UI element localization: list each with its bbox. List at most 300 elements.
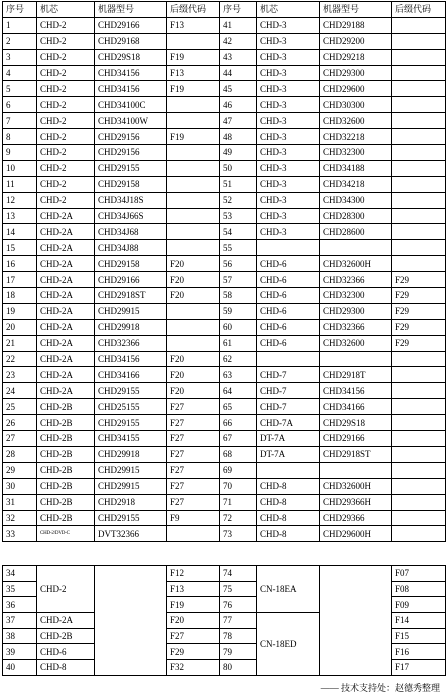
table-cell: CHD34166 bbox=[320, 399, 392, 415]
table-cell: CN-18EA bbox=[257, 566, 320, 613]
table-cell: CHD32366 bbox=[320, 272, 392, 288]
table-cell bbox=[392, 49, 446, 65]
table-cell: F19 bbox=[167, 597, 220, 613]
table-cell: CHD-2 bbox=[37, 17, 95, 33]
table-cell: 46 bbox=[220, 97, 257, 113]
table-cell: 45 bbox=[220, 81, 257, 97]
table-cell: CHD-3 bbox=[257, 49, 320, 65]
table-cell: CHD34J88 bbox=[95, 240, 167, 256]
table-cell: 37 bbox=[3, 613, 37, 629]
table-cell: 49 bbox=[220, 145, 257, 161]
table-cell: 47 bbox=[220, 113, 257, 129]
table-cell: CHD-6 bbox=[257, 319, 320, 335]
table-cell: CHD29155 bbox=[95, 510, 167, 526]
table-cell: CHD-6 bbox=[37, 644, 95, 660]
table-cell: 31 bbox=[3, 494, 37, 510]
table-cell: F13 bbox=[167, 65, 220, 81]
table-cell: F09 bbox=[392, 597, 446, 613]
table-cell bbox=[320, 462, 392, 478]
table-cell: CHD29155 bbox=[95, 415, 167, 431]
table-cell: CHD-8 bbox=[257, 494, 320, 510]
table-cell bbox=[257, 462, 320, 478]
model-table bbox=[2, 1, 446, 542]
table-cell: CHD29155 bbox=[95, 383, 167, 399]
column-header: 后缀代码 bbox=[167, 2, 220, 18]
table-cell bbox=[392, 113, 446, 129]
table-cell: CHD-2A bbox=[37, 351, 95, 367]
table-cell: 64 bbox=[220, 383, 257, 399]
table-cell: CHD29600H bbox=[320, 526, 392, 542]
table-cell: CHD2918T bbox=[320, 367, 392, 383]
table-cell: CHD32366 bbox=[95, 335, 167, 351]
table-cell bbox=[167, 113, 220, 129]
table-cell: CHD29600 bbox=[320, 81, 392, 97]
table-cell: CHD-2B bbox=[37, 628, 95, 644]
table-cell: CHD-2A bbox=[37, 335, 95, 351]
column-header: 序号 bbox=[220, 2, 257, 18]
table-cell: 53 bbox=[220, 208, 257, 224]
table-cell: CHD30300 bbox=[320, 97, 392, 113]
table-row bbox=[3, 288, 446, 304]
table-cell: CHD-2B bbox=[37, 478, 95, 494]
table-cell: 67 bbox=[220, 431, 257, 447]
table-cell: F17 bbox=[392, 660, 446, 676]
table-cell bbox=[392, 176, 446, 192]
table-cell bbox=[320, 240, 392, 256]
table-cell: CHD-2B bbox=[37, 399, 95, 415]
table-cell: CHD34218 bbox=[320, 176, 392, 192]
table-cell bbox=[257, 240, 320, 256]
table-cell: CHD-3 bbox=[257, 160, 320, 176]
table-cell: CHD34100W bbox=[95, 113, 167, 129]
table-cell: F15 bbox=[392, 628, 446, 644]
table-cell: CHD-3 bbox=[257, 192, 320, 208]
table-cell: 22 bbox=[3, 351, 37, 367]
table-row bbox=[3, 462, 446, 478]
table-row bbox=[3, 97, 446, 113]
table-cell bbox=[167, 160, 220, 176]
table-cell: CHD-2A bbox=[37, 256, 95, 272]
table-cell bbox=[167, 145, 220, 161]
table-cell: 20 bbox=[3, 319, 37, 335]
table-row bbox=[3, 367, 446, 383]
table-cell: F14 bbox=[392, 613, 446, 629]
table-row bbox=[3, 145, 446, 161]
table-cell: F29 bbox=[392, 288, 446, 304]
suffix-table bbox=[2, 565, 446, 676]
table-row bbox=[3, 303, 446, 319]
table-cell: 32 bbox=[3, 510, 37, 526]
table-cell: CHD-7 bbox=[257, 399, 320, 415]
table-cell: F20 bbox=[167, 272, 220, 288]
table-cell: CHD25155 bbox=[95, 399, 167, 415]
table-cell: CHD28300 bbox=[320, 208, 392, 224]
table-cell: CHD34156 bbox=[320, 383, 392, 399]
table-cell: CHD32300 bbox=[320, 288, 392, 304]
table-cell: CHD29158 bbox=[95, 176, 167, 192]
table-row bbox=[3, 319, 446, 335]
header-row bbox=[3, 2, 446, 18]
table-cell: 78 bbox=[220, 628, 257, 644]
table-cell: CHD29158 bbox=[95, 256, 167, 272]
table-row bbox=[3, 17, 446, 33]
table-cell: CHD29156 bbox=[95, 129, 167, 145]
table-cell: 42 bbox=[220, 33, 257, 49]
table-cell bbox=[392, 351, 446, 367]
table-row bbox=[3, 160, 446, 176]
table-row bbox=[3, 446, 446, 462]
table-row bbox=[3, 526, 446, 542]
table-cell: F29 bbox=[392, 272, 446, 288]
table-cell: 75 bbox=[220, 581, 257, 597]
table-row bbox=[3, 240, 446, 256]
table-cell: 70 bbox=[220, 478, 257, 494]
table-row bbox=[3, 176, 446, 192]
table-cell: 68 bbox=[220, 446, 257, 462]
table-row bbox=[3, 208, 446, 224]
table-cell: CHD-2A bbox=[37, 208, 95, 224]
table-cell: CHD-2B bbox=[37, 446, 95, 462]
table-cell: F19 bbox=[167, 129, 220, 145]
table-cell: 2 bbox=[3, 33, 37, 49]
table-cell: CHD29915 bbox=[95, 478, 167, 494]
table-cell: 21 bbox=[3, 335, 37, 351]
table-cell: 58 bbox=[220, 288, 257, 304]
table-cell: 72 bbox=[220, 510, 257, 526]
table-cell: 15 bbox=[3, 240, 37, 256]
table-cell: CHD-3 bbox=[257, 129, 320, 145]
table-cell bbox=[392, 446, 446, 462]
table-cell: CHD34100C bbox=[95, 97, 167, 113]
table-cell: CHD-2 bbox=[37, 49, 95, 65]
table-cell: CHD29156 bbox=[95, 145, 167, 161]
table-cell: 26 bbox=[3, 415, 37, 431]
table-cell: CHD-6 bbox=[257, 256, 320, 272]
table-cell: CN-18ED bbox=[257, 613, 320, 676]
table-cell: CHD34166 bbox=[95, 367, 167, 383]
table-cell: CHD29168 bbox=[95, 33, 167, 49]
table-cell: CHD-2B bbox=[37, 462, 95, 478]
table-cell bbox=[167, 335, 220, 351]
table-cell: CHD-2A bbox=[37, 272, 95, 288]
table-cell: 9 bbox=[3, 145, 37, 161]
table-cell: 39 bbox=[3, 644, 37, 660]
table-cell: CHD-2 bbox=[37, 113, 95, 129]
table-row bbox=[3, 431, 446, 447]
table-cell: CHD-6 bbox=[257, 335, 320, 351]
table-cell: CHD-2 bbox=[37, 176, 95, 192]
table-cell: CHD-2 bbox=[37, 145, 95, 161]
table-cell: CHD29366 bbox=[320, 510, 392, 526]
table-cell: F20 bbox=[167, 288, 220, 304]
table-cell: CHD29200 bbox=[320, 33, 392, 49]
table-cell: DVT32366 bbox=[95, 526, 167, 542]
table-cell: CHD-3 bbox=[257, 65, 320, 81]
table-cell: 59 bbox=[220, 303, 257, 319]
table-cell: 8 bbox=[3, 129, 37, 145]
table-cell: 48 bbox=[220, 129, 257, 145]
table-cell: CHD-7 bbox=[257, 383, 320, 399]
table-cell: F27 bbox=[167, 478, 220, 494]
table-cell: CHD32366 bbox=[320, 319, 392, 335]
table-cell bbox=[392, 224, 446, 240]
table-cell bbox=[392, 367, 446, 383]
table-cell: CHD-2/DVD-C bbox=[37, 526, 95, 542]
table-cell: F13 bbox=[167, 17, 220, 33]
table-cell bbox=[392, 240, 446, 256]
table-cell: 80 bbox=[220, 660, 257, 676]
table-cell: 65 bbox=[220, 399, 257, 415]
table-row bbox=[3, 49, 446, 65]
table-cell: 73 bbox=[220, 526, 257, 542]
table-cell bbox=[392, 462, 446, 478]
table-cell: CHD29218 bbox=[320, 49, 392, 65]
table-cell: 63 bbox=[220, 367, 257, 383]
table-cell bbox=[392, 478, 446, 494]
table-cell: CHD32300 bbox=[320, 145, 392, 161]
table-cell: CHD29188 bbox=[320, 17, 392, 33]
table-cell: CHD2918ST bbox=[95, 288, 167, 304]
table-row bbox=[3, 566, 446, 582]
table-row bbox=[3, 129, 446, 145]
table-cell: F19 bbox=[167, 49, 220, 65]
table-cell: F27 bbox=[167, 399, 220, 415]
table-cell: F29 bbox=[392, 319, 446, 335]
table-cell bbox=[392, 160, 446, 176]
table-cell: 6 bbox=[3, 97, 37, 113]
table-cell bbox=[392, 65, 446, 81]
table-cell: 54 bbox=[220, 224, 257, 240]
table-cell bbox=[392, 145, 446, 161]
table-cell: CHD-2 bbox=[37, 566, 95, 613]
table-row bbox=[3, 272, 446, 288]
table-cell: 24 bbox=[3, 383, 37, 399]
table-cell bbox=[392, 494, 446, 510]
table-cell: CHD34188 bbox=[320, 160, 392, 176]
table-cell: F27 bbox=[167, 415, 220, 431]
table-cell: CHD-3 bbox=[257, 81, 320, 97]
table-cell: CHD29166 bbox=[95, 17, 167, 33]
table-cell: CHD32600 bbox=[320, 335, 392, 351]
table-cell: CHD32218 bbox=[320, 129, 392, 145]
table-cell: CHD29915 bbox=[95, 462, 167, 478]
table-row bbox=[3, 335, 446, 351]
table-cell: 12 bbox=[3, 192, 37, 208]
table-cell bbox=[392, 399, 446, 415]
table-cell: 43 bbox=[220, 49, 257, 65]
table-cell bbox=[167, 33, 220, 49]
table-cell: 50 bbox=[220, 160, 257, 176]
table-row bbox=[3, 256, 446, 272]
table-cell: CHD34J18S bbox=[95, 192, 167, 208]
table-row bbox=[3, 81, 446, 97]
table-cell: F27 bbox=[167, 628, 220, 644]
table-cell: F27 bbox=[167, 494, 220, 510]
table-cell: F16 bbox=[392, 644, 446, 660]
table-cell: CHD-3 bbox=[257, 176, 320, 192]
column-header: 后缀代码 bbox=[392, 2, 446, 18]
table-cell: 60 bbox=[220, 319, 257, 335]
table-cell: F9 bbox=[167, 510, 220, 526]
table-cell: 74 bbox=[220, 566, 257, 582]
table-cell: CHD-2A bbox=[37, 224, 95, 240]
table-cell: 7 bbox=[3, 113, 37, 129]
column-header: 机芯 bbox=[37, 2, 95, 18]
table-cell: 23 bbox=[3, 367, 37, 383]
table-cell: 57 bbox=[220, 272, 257, 288]
table-cell: 29 bbox=[3, 462, 37, 478]
table-cell: CHD-2A bbox=[37, 240, 95, 256]
table-cell: CHD29S18 bbox=[95, 49, 167, 65]
table-cell: CHD-2 bbox=[37, 192, 95, 208]
table-cell bbox=[167, 192, 220, 208]
table-row bbox=[3, 351, 446, 367]
table-cell bbox=[167, 176, 220, 192]
table-cell: CHD-3 bbox=[257, 145, 320, 161]
table-cell: F27 bbox=[167, 446, 220, 462]
table-cell: 56 bbox=[220, 256, 257, 272]
table-row bbox=[3, 65, 446, 81]
table-cell: CHD-8 bbox=[257, 526, 320, 542]
table-cell bbox=[167, 319, 220, 335]
table-cell: CHD-2B bbox=[37, 494, 95, 510]
table-cell: 66 bbox=[220, 415, 257, 431]
table-cell: 35 bbox=[3, 581, 37, 597]
table-cell: 28 bbox=[3, 446, 37, 462]
table-cell: F32 bbox=[167, 660, 220, 676]
table-cell: CHD28600 bbox=[320, 224, 392, 240]
table-cell: CHD-2A bbox=[37, 367, 95, 383]
table-cell: F13 bbox=[167, 581, 220, 597]
table-cell: CHD-7 bbox=[257, 367, 320, 383]
table-cell: 36 bbox=[3, 597, 37, 613]
table-cell bbox=[167, 224, 220, 240]
table-cell bbox=[320, 566, 392, 676]
table-cell: 13 bbox=[3, 208, 37, 224]
table-cell: 30 bbox=[3, 478, 37, 494]
table-cell: CHD-3 bbox=[257, 208, 320, 224]
table-cell: 18 bbox=[3, 288, 37, 304]
table-cell: 40 bbox=[3, 660, 37, 676]
table-cell: CHD-8 bbox=[257, 510, 320, 526]
table-cell: F20 bbox=[167, 383, 220, 399]
table-cell: 14 bbox=[3, 224, 37, 240]
table-cell: CHD-2A bbox=[37, 288, 95, 304]
table-cell: CHD-8 bbox=[257, 478, 320, 494]
table-cell: CHD34156 bbox=[95, 351, 167, 367]
table-cell: 10 bbox=[3, 160, 37, 176]
table-cell: 52 bbox=[220, 192, 257, 208]
table-cell: 55 bbox=[220, 240, 257, 256]
table-cell: CHD-2A bbox=[37, 303, 95, 319]
table-cell: CHD-7A bbox=[257, 415, 320, 431]
table-cell: CHD-6 bbox=[257, 288, 320, 304]
footer-credit: —— 技术支持处：赵德秀整理 bbox=[320, 683, 440, 693]
table-cell: CHD-6 bbox=[257, 272, 320, 288]
table-cell: 77 bbox=[220, 613, 257, 629]
table-cell: F29 bbox=[392, 303, 446, 319]
table-cell bbox=[392, 415, 446, 431]
table-cell: F08 bbox=[392, 581, 446, 597]
table-cell: CHD-2 bbox=[37, 33, 95, 49]
table-cell: 79 bbox=[220, 644, 257, 660]
table-cell: 1 bbox=[3, 17, 37, 33]
table-cell: CHD-3 bbox=[257, 224, 320, 240]
column-header: 序号 bbox=[3, 2, 37, 18]
table-cell: 11 bbox=[3, 176, 37, 192]
table-cell: CHD-2 bbox=[37, 129, 95, 145]
table-cell bbox=[392, 33, 446, 49]
table-cell bbox=[167, 97, 220, 113]
table-cell: CHD34156 bbox=[95, 81, 167, 97]
table-cell: CHD32600 bbox=[320, 113, 392, 129]
table-cell: F20 bbox=[167, 367, 220, 383]
table-cell bbox=[392, 256, 446, 272]
table-cell bbox=[167, 208, 220, 224]
table-cell: CHD-6 bbox=[257, 303, 320, 319]
table-cell: CHD32600H bbox=[320, 478, 392, 494]
table-row bbox=[3, 478, 446, 494]
table-cell: F12 bbox=[167, 566, 220, 582]
column-header: 机器型号 bbox=[320, 2, 392, 18]
table-cell: 16 bbox=[3, 256, 37, 272]
table-cell bbox=[167, 526, 220, 542]
table-cell: 4 bbox=[3, 65, 37, 81]
table-cell: 62 bbox=[220, 351, 257, 367]
table-cell: CHD34156 bbox=[95, 65, 167, 81]
table-cell: 38 bbox=[3, 628, 37, 644]
table-cell: CHD-2B bbox=[37, 431, 95, 447]
table-cell bbox=[95, 566, 167, 676]
table-cell: CHD32600H bbox=[320, 256, 392, 272]
table-cell: CHD29915 bbox=[95, 303, 167, 319]
table-cell: 5 bbox=[3, 81, 37, 97]
table-cell: 17 bbox=[3, 272, 37, 288]
table-cell: CHD29300 bbox=[320, 65, 392, 81]
table-cell: 76 bbox=[220, 597, 257, 613]
table-cell: CHD-2B bbox=[37, 415, 95, 431]
table-cell: 3 bbox=[3, 49, 37, 65]
table-cell: F29 bbox=[392, 335, 446, 351]
table-cell: CHD-2A bbox=[37, 383, 95, 399]
table-cell: CHD-8 bbox=[37, 660, 95, 676]
table-cell: CHD34155 bbox=[95, 431, 167, 447]
table-cell bbox=[167, 240, 220, 256]
table-cell: CHD-2 bbox=[37, 97, 95, 113]
table-row bbox=[3, 192, 446, 208]
table-cell bbox=[392, 526, 446, 542]
table-cell: CHD29918 bbox=[95, 446, 167, 462]
table-cell: DT-7A bbox=[257, 446, 320, 462]
table-cell: 44 bbox=[220, 65, 257, 81]
table-cell: CHD29300 bbox=[320, 303, 392, 319]
table-cell bbox=[392, 192, 446, 208]
table-cell: 34 bbox=[3, 566, 37, 582]
table-cell: 51 bbox=[220, 176, 257, 192]
table-row bbox=[3, 33, 446, 49]
table-cell: CHD2918 bbox=[95, 494, 167, 510]
table-row bbox=[3, 510, 446, 526]
table-row bbox=[3, 415, 446, 431]
table-row bbox=[3, 383, 446, 399]
table-cell bbox=[392, 383, 446, 399]
table-cell: CHD29166 bbox=[320, 431, 392, 447]
table-cell: F27 bbox=[167, 431, 220, 447]
table-cell: CHD29S18 bbox=[320, 415, 392, 431]
table-cell: CHD-2 bbox=[37, 81, 95, 97]
table-cell: F20 bbox=[167, 256, 220, 272]
table-cell: CHD29166 bbox=[95, 272, 167, 288]
